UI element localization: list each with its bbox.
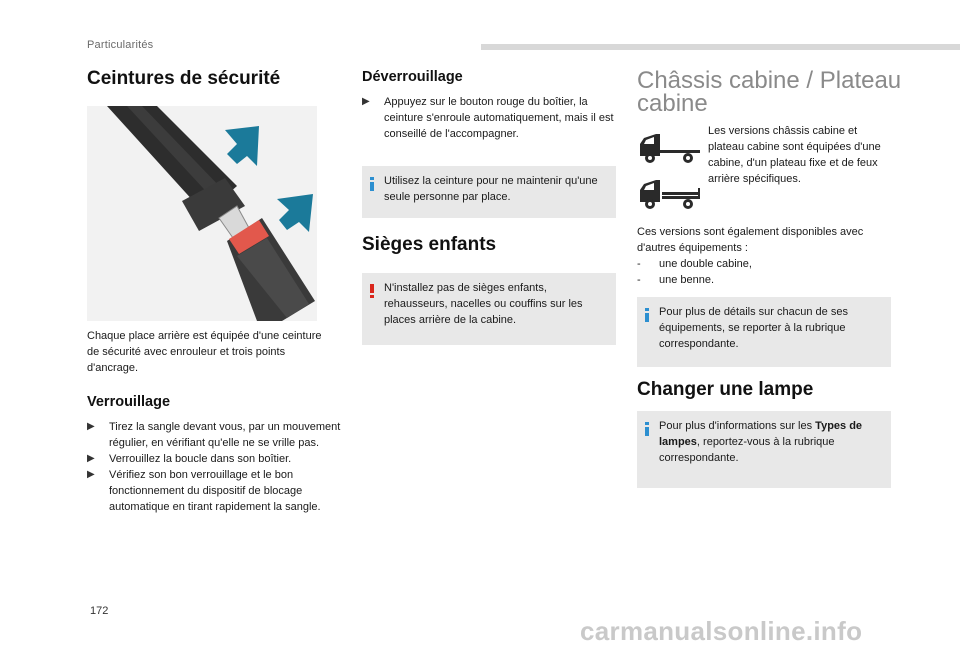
list-item: ▶ Appuyez sur le bouton rouge du boîtier, la ceinture s'enroule automatiquement, mais il est conseillé de l'accompagner.	[362, 96, 614, 140]
bullet-icon: ▶	[87, 421, 95, 432]
child-seats-warning-box	[362, 273, 616, 345]
page-number: 172	[90, 605, 109, 617]
chassis-equipment-intro: Ces versions sont également disponibles avec d'autres équipements :	[637, 226, 864, 254]
list-item: ▶ Tirez la sangle devant vous, par un mouvement régulier, en vérifiant qu'elle ne se vrille pas.	[87, 421, 341, 449]
lamp-types-reference: Types de lampes	[659, 420, 863, 448]
lamp-title: Changer une lampe	[637, 379, 814, 400]
seatbelt-illustration	[87, 106, 317, 321]
chassis-title-line-2: cabine	[637, 90, 708, 117]
chassis-cab-truck-icon	[638, 128, 702, 171]
dash-marker: -	[637, 258, 641, 270]
bullet-icon: ▶	[87, 469, 95, 480]
section-label: Particularités	[87, 39, 154, 51]
list-item: ▶ Vérifiez son bon verrouillage et le bon fonctionnement du dispositif de blocage automatique en tirant rapidement la sangle.	[87, 469, 321, 513]
list-item: ▶ Verrouillez la boucle dans son boîtier.	[87, 453, 292, 465]
bullet-icon: ▶	[87, 453, 95, 464]
chassis-equipment-list	[637, 256, 891, 288]
child-seats-title: Sièges enfants	[362, 234, 497, 255]
list-item: - une benne.	[637, 274, 715, 286]
platform-cab-truck-icon	[638, 174, 702, 217]
chassis-info-text: Pour plus de détails sur chacun de ses équipements, se reporter à la rubrique correspondante.	[659, 306, 848, 350]
chassis-title-line-1: Châssis cabine / Plateau	[637, 67, 902, 94]
chassis-info-box	[637, 297, 891, 367]
locking-title: Verrouillage	[87, 394, 171, 410]
unlocking-steps	[362, 94, 616, 142]
warning-icon	[369, 284, 375, 303]
info-icon	[369, 177, 375, 196]
seatbelts-intro: Chaque place arrière est équipée d'une ceinture de sécurité avec enrouleur et trois points d'ancrage.	[87, 330, 322, 374]
list-item: - une double cabine,	[637, 258, 752, 270]
unlocking-info-box	[362, 166, 616, 218]
watermark: carmanualsonline.info	[580, 616, 863, 646]
dash-marker: -	[637, 274, 641, 286]
header-divider	[481, 44, 960, 50]
lamp-info-text: Pour plus d'informations sur les Types de lampes, reportez-vous à la rubrique correspondante.	[659, 420, 863, 464]
bullet-icon: ▶	[362, 96, 370, 107]
info-icon	[644, 308, 650, 327]
lamp-info-box	[637, 411, 891, 488]
unlocking-title: Déverrouillage	[362, 69, 463, 85]
seatbelts-title: Ceintures de sécurité	[87, 68, 281, 89]
info-icon	[644, 422, 650, 441]
chassis-title	[637, 69, 901, 115]
chassis-intro: Les versions châssis cabine et plateau cabine sont équipées d'une cabine, d'un plateau fixe et de feux arrière spécifiques.	[708, 125, 881, 185]
locking-steps	[87, 419, 345, 515]
child-seats-warning-text: N'installez pas de sièges enfants, rehausseurs, nacelles ou couffins sur les places arrière de la cabine.	[384, 282, 583, 326]
unlocking-info-text: Utilisez la ceinture pour ne maintenir qu'une seule personne par place.	[384, 175, 598, 203]
